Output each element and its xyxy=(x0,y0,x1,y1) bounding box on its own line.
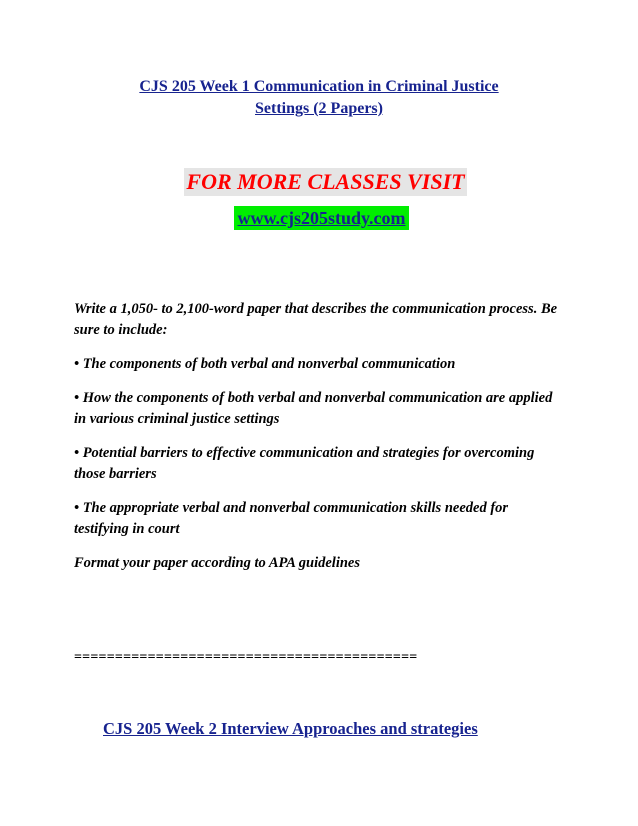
week1-title-line2[interactable]: Settings (2 Papers) xyxy=(255,100,383,117)
bullet-item: • How the components of both verbal and nonverbal communication are applied in various criminal justice settings xyxy=(74,390,553,427)
bullet-item: • The components of both verbal and nonverbal communication xyxy=(74,356,456,372)
week2-title[interactable] xyxy=(103,718,478,740)
bullet-item: • The appropriate verbal and nonverbal communication skills needed for testifying in court xyxy=(74,500,509,537)
week1-title-line1[interactable]: CJS 205 Week 1 Communication in Criminal Justice xyxy=(139,78,499,95)
section-divider: ========================================== xyxy=(74,650,418,665)
week2-title-link[interactable]: CJS 205 Week 2 Interview Approaches and strategies xyxy=(103,719,478,738)
promo-url-link[interactable]: www.cjs205study.com xyxy=(234,206,408,230)
week1-title[interactable] xyxy=(0,76,638,120)
assignment-description xyxy=(74,299,564,587)
assignment-intro: Write a 1,050- to 2,100-word paper that describes the communication process. Be sure to include: xyxy=(74,301,558,338)
bullet-item: • Potential barriers to effective communication and strategies for overcoming those barriers xyxy=(74,445,535,482)
promo-title: FOR MORE CLASSES VISIT xyxy=(186,169,465,194)
promo-block xyxy=(0,168,638,230)
format-note: Format your paper according to APA guidelines xyxy=(74,555,360,571)
